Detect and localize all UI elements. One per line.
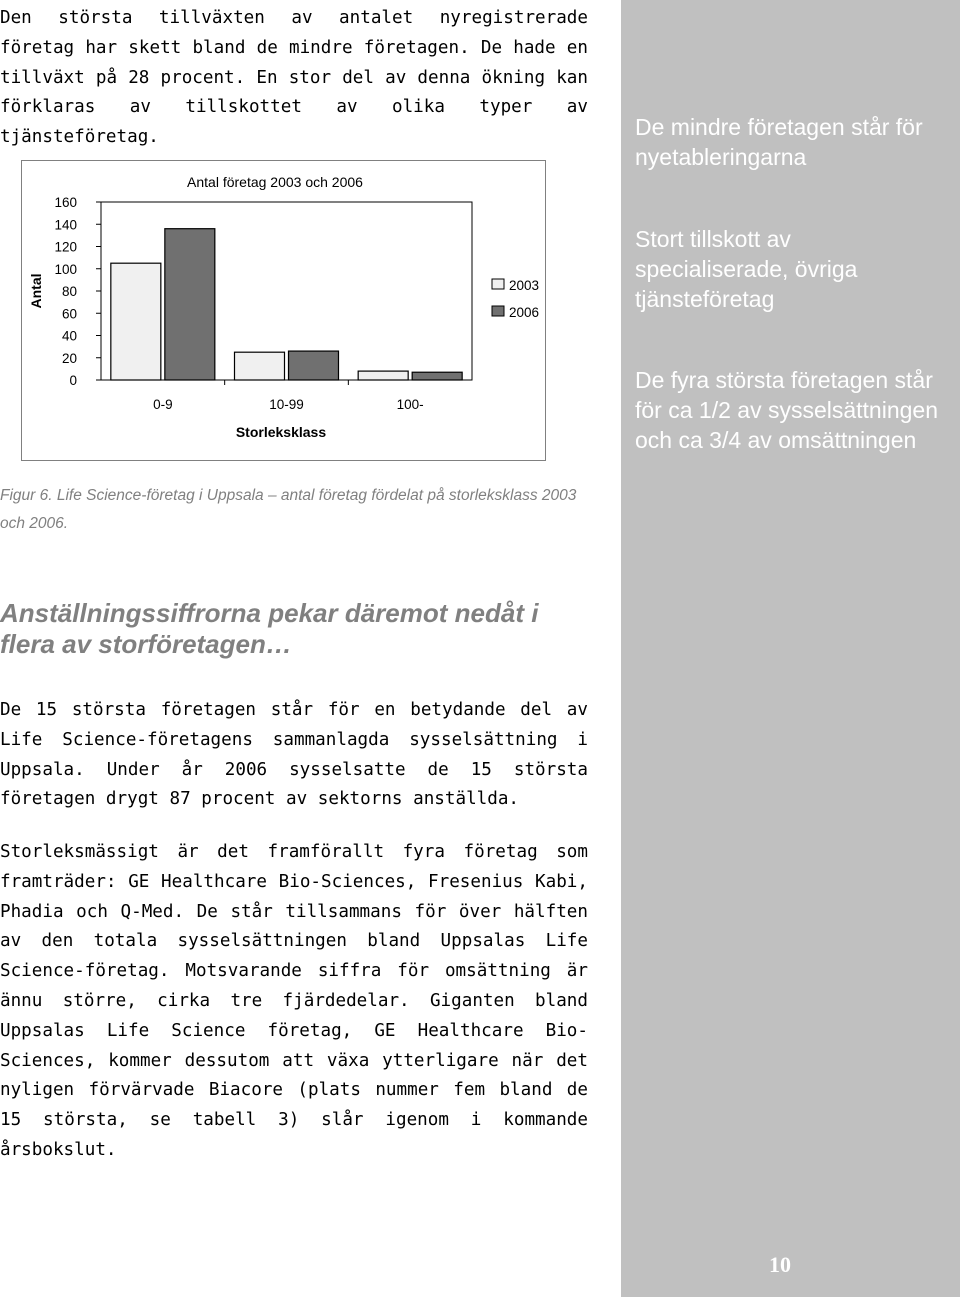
- sidebar-panel: [621, 0, 960, 1297]
- x-tick-label: 100-: [396, 397, 424, 412]
- y-tick-label: 0: [69, 373, 77, 388]
- chart-title: Antal företag 2003 och 2006: [187, 174, 363, 190]
- y-tick-label: 40: [61, 328, 77, 344]
- bar-2003-100-: [358, 371, 408, 380]
- legend-label-2003: 2003: [509, 278, 540, 293]
- legend-label-2006: 2006: [509, 305, 540, 320]
- legend-swatch-2003: [492, 279, 504, 289]
- sidebar-note-2: Stort tillskott av specialiserade, övriga tjänsteföretag: [635, 226, 858, 312]
- x-tick-label: 10-99: [269, 397, 304, 412]
- x-tick-label: 0-9: [153, 397, 173, 412]
- body-paragraph-1: De 15 största företagen står för en betydande del av Life Science-företagens sammanlagda sysselsättning i Uppsala. Under år 2006 sysselsatte de 15 största företagen drygt 87 procent av sektorns anställda.: [0, 700, 588, 810]
- section-heading: Anställningssiffrorna pekar däremot nedåt i flera av storföretagen…: [0, 598, 539, 659]
- sidebar-note-3: De fyra största företagen står för ca 1/2 av sysselsättningen och ca 3/4 av omsättningen: [635, 367, 938, 453]
- bar-2003-0-9: [111, 263, 161, 380]
- y-tick-label: 120: [54, 239, 77, 255]
- bar-chart: [22, 161, 545, 460]
- body-paragraph-2: Storleksmässigt är det framförallt fyra företag som framträder: GE Healthcare Bio-Sciences, Fresenius Kabi, Phadia och Q-Med. De står tillsammans för över hälften av den totala sysselsättningen bland Uppsalas Life Science-företag. Motsvarande siffra för omsättning är ännu större, cirka tre fjärdedelar. Giganten bland Uppsalas Life Science företag, GE Healthcare Bio-Sciences, kommer dessutom att växa ytterligare när det nyligen förvärvade Biacore (plats nummer fem bland de 15 största, se tabell 3) slår igenom i kommande årsbokslut.: [0, 842, 588, 1160]
- page-number: 10: [769, 1252, 791, 1277]
- bar-2006-0-9: [165, 229, 215, 380]
- legend-swatch-2006: [492, 306, 504, 316]
- intro-paragraph: Den största tillväxten av antalet nyregistrerade företag har skett bland de mindre företagen. De hade en tillväxt på 28 procent. En stor del av denna ökning kan förklaras av tillskottet av olika typer av tjänsteföretag.: [0, 8, 588, 148]
- sidebar-note-1: De mindre företagen står för nyetableringarna: [635, 114, 923, 170]
- figure-caption: Figur 6. Life Science-företag i Uppsala – antal företag fördelat på storleksklass 2003 och 2006.: [0, 487, 577, 532]
- y-tick-label: 20: [61, 350, 77, 366]
- bar-2006-100-: [412, 372, 462, 380]
- y-tick-label: 80: [61, 284, 77, 299]
- chart-x-axis-label: Storleksklass: [235, 424, 327, 440]
- y-tick-label: 140: [54, 217, 77, 233]
- chart-y-axis-label: Antal: [28, 273, 44, 309]
- y-tick-label: 100: [54, 261, 77, 277]
- bar-chart-frame: [21, 160, 546, 461]
- bar-2006-10-99: [289, 351, 339, 380]
- y-tick-label: 160: [54, 195, 77, 210]
- y-tick-label: 60: [61, 306, 77, 322]
- bar-2003-10-99: [235, 352, 285, 380]
